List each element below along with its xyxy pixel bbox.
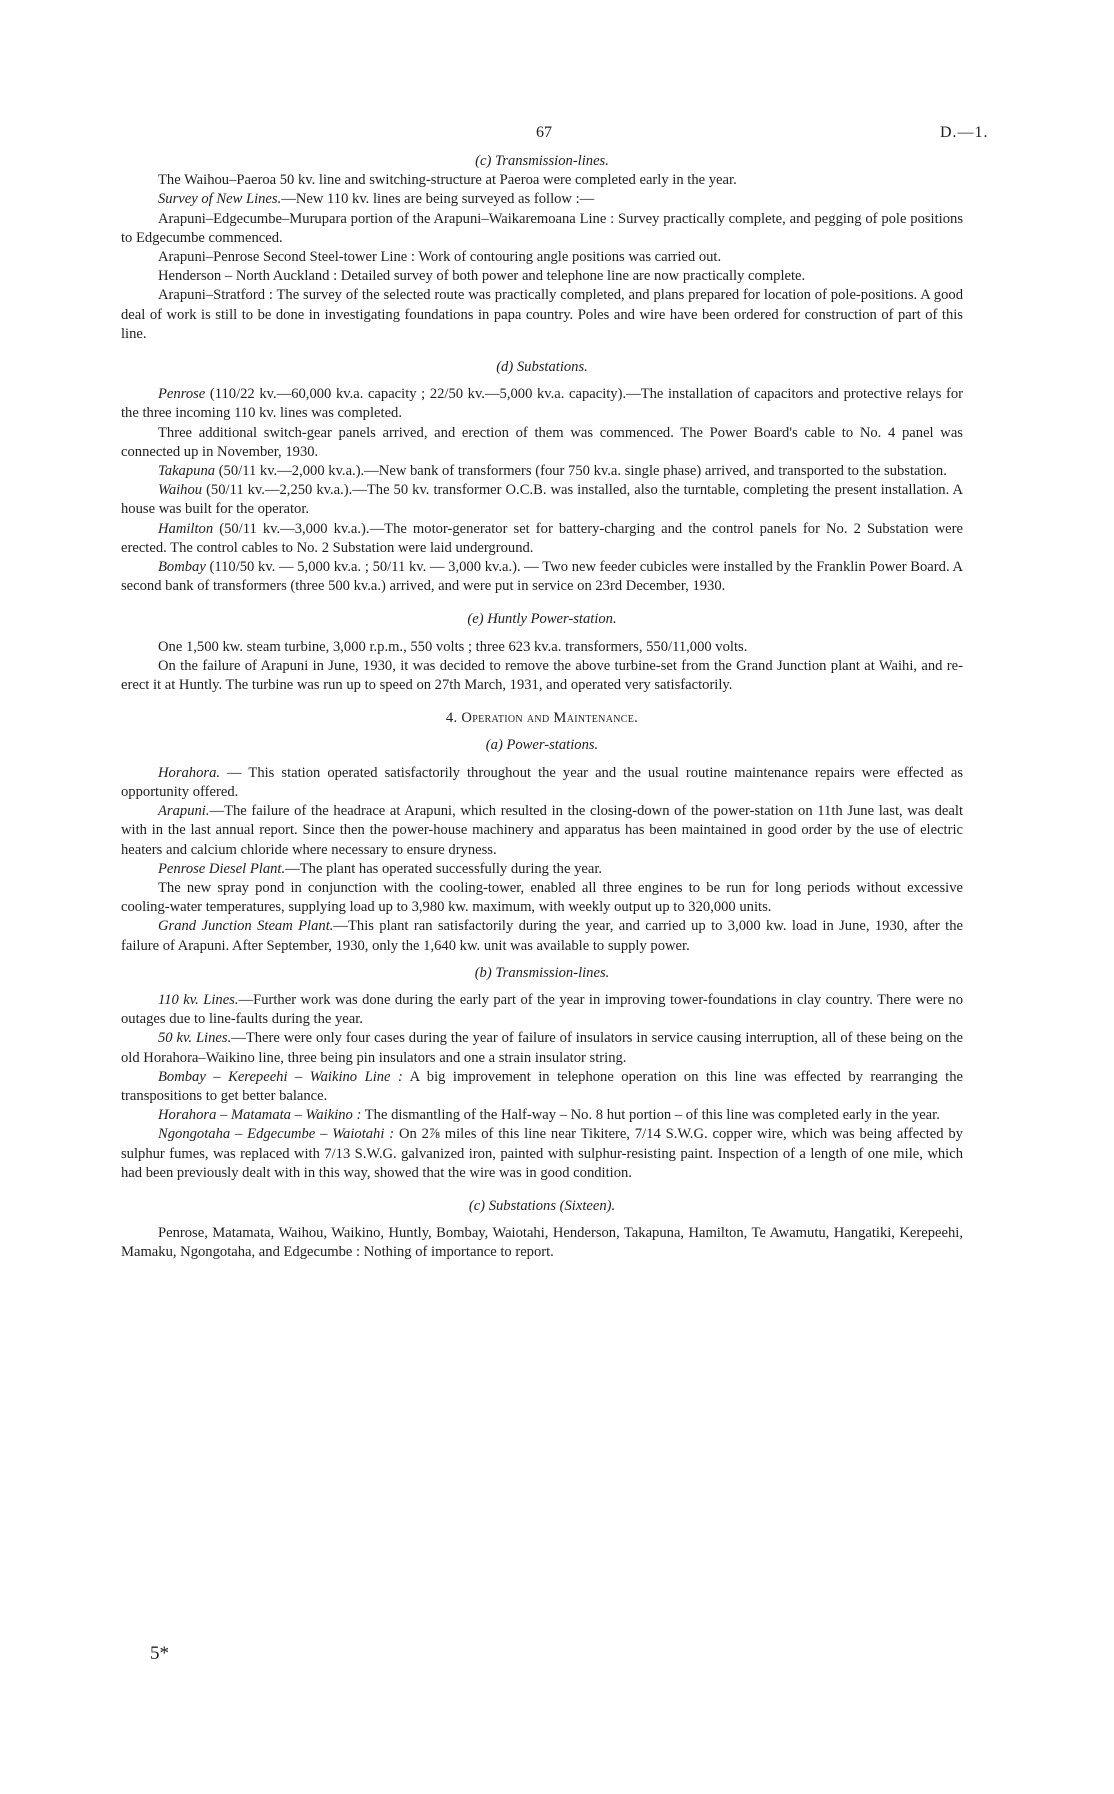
- paragraph: [121, 462, 963, 481]
- paragraph-text: On 2⅞ miles of this line near Tikitere, 7/14 S.W.G. copper wire, which was being affected by sulphur fumes, was replaced with 7/13 S.W.G. galvanized iron, painted with sulphur-resisting paint. Inspection of a length of one mile, which had been previously dealt with in this way, showed that the wire was in good condition.: [121, 1126, 963, 1181]
- paragraph: [121, 481, 963, 519]
- paragraph-text: —There were only four cases during the year of failure of insulators in service causing interruption, all of these being on the old Horahora–Waikino line, three being pin insulators and one a strain insulator string.: [121, 1030, 963, 1066]
- paragraph-text: — This station operated satisfactorily throughout the year and the usual routine maintenance repairs were effected as opportunity offered.: [121, 764, 963, 800]
- paragraph: [121, 385, 963, 423]
- paragraph-lead: Bombay – Kerepeehi – Waikino Line :: [158, 1068, 403, 1085]
- signature-mark: 5*: [150, 1643, 169, 1664]
- document-reference: D.—1.: [940, 124, 989, 141]
- paragraph-lead: Bombay: [158, 559, 206, 576]
- paragraph-text: —New 110 kv. lines are being surveyed as follow :—: [281, 191, 595, 208]
- paragraph: [121, 1029, 963, 1067]
- paragraph: [121, 1068, 963, 1106]
- paragraph-text: The dismantling of the Half-way – No. 8 hut portion – of this line was completed early in the year.: [361, 1107, 940, 1124]
- paragraph-text: A big improvement in telephone operation on this line was effected by rearranging the transpositions to get better balance.: [121, 1068, 963, 1104]
- paragraph-lead: Penrose Diesel Plant.: [158, 860, 286, 877]
- paragraph: One 1,500 kw. steam turbine, 3,000 r.p.m., 550 volts ; three 623 kv.a. transformers, 550/11,000 volts.: [158, 638, 748, 655]
- paragraph: On the failure of Arapuni in June, 1930, it was decided to remove the above turbine-set from the Grand Junction plant at Waihi, and re-erect it at Huntly. The turbine was run up to speed on 27th March, 1931, and operated very satisfactorily.: [121, 657, 963, 694]
- paragraph: [121, 917, 963, 955]
- paragraph: [121, 860, 963, 879]
- paragraph: The new spray pond in conjunction with the cooling-tower, enabled all three engines to be run for long periods without excessive cooling-water temperatures, supplying load up to 3,980 kw. maximum, with weekly output up to 320,000 units.: [121, 879, 963, 916]
- paragraph: The Waihou–Paeroa 50 kv. line and switching-structure at Paeroa were completed early in the year.: [158, 172, 737, 189]
- paragraph-text: —This plant ran satisfactorily during the year, and carried up to 3,000 kw. load in June, 1930, after the failure of Arapuni. After September, 1930, only the 1,640 kw. unit was available to supply power.: [121, 918, 964, 954]
- subsection-heading-power-stations: (a) Power-stations.: [485, 737, 599, 754]
- paragraph-lead: Arapuni.: [158, 803, 210, 820]
- subsection-heading-transmission-lines: (b) Transmission-lines.: [474, 964, 610, 981]
- paragraph-text: —The failure of the headrace at Arapuni, which resulted in the closing-down of the power-station on 11th June last, was dealt with in the last annual report. Since then the power-house machinery and apparatus has been maintained in good order by the use of electric heaters and calcium chloride where necessary to ensure dryness.: [121, 803, 963, 858]
- paragraph-text: —The plant has operated successfully during the year.: [285, 860, 603, 877]
- paragraph-lead: Hamilton: [158, 520, 214, 537]
- paragraph-text: —Further work was done during the early part of the year in improving tower-foundations in clay country. There were no outages due to line-faults during the year.: [121, 991, 963, 1028]
- paragraph: Henderson – North Auckland : Detailed survey of both power and telephone line are now practically complete.: [158, 268, 806, 285]
- paragraph: Arapuni–Edgecumbe–Murupara portion of the Arapuni–Waikaremoana Line : Survey practically complete, and pegging of pole positions to Edgecumbe commenced.: [121, 210, 963, 246]
- section-heading-operation: 4. Operation and Maintenance.: [445, 710, 639, 727]
- page-number: 67: [536, 124, 552, 141]
- paragraph: [121, 558, 963, 596]
- paragraph: [121, 802, 963, 860]
- paragraph-text: (50/11 kv.—3,000 kv.a.).—The motor-generator set for battery-charging and the control panels for No. 2 Substation were erected. The control cables to No. 2 Substation were laid underground.: [121, 520, 963, 556]
- paragraph: Three additional switch-gear panels arrived, and erection of them was commenced. The Power Board's cable to No. 4 panel was connected up in November, 1930.: [121, 424, 963, 460]
- paragraph: Arapuni–Stratford : The survey of the selected route was practically completed, and plans prepared for location of pole-positions. A good deal of work is still to be done in investigating foundations in papa country. Poles and wire have been ordered for construction of part of this line.: [121, 287, 963, 342]
- paragraph-text: (50/11 kv.—2,250 kv.a.).—The 50 kv. transformer O.C.B. was installed, also the turntable, completing the present installation. A house was built for the operator.: [121, 482, 963, 518]
- paragraph-text: (110/50 kv. — 5,000 kv.a. ; 50/11 kv. — 3,000 kv.a.). — Two new feeder cubicles were installed by the Franklin Power Board. A second bank of transformers (three 500 kv.a.) arrived, and were put in service on 23rd December, 1930.: [121, 559, 963, 595]
- paragraph: [121, 1125, 963, 1183]
- page-body: [121, 152, 963, 1263]
- paragraph: [121, 1106, 963, 1125]
- paragraph-lead: Waihou: [158, 482, 203, 499]
- paragraph-lead: Takapuna: [158, 463, 216, 480]
- paragraph-text: (110/22 kv.—60,000 kv.a. capacity ; 22/50 kv.—5,000 kv.a. capacity).—The installation of capacitors and protective relays for the three incoming 110 kv. lines was completed.: [121, 386, 963, 422]
- paragraph-lead: Ngongotaha – Edgecumbe – Waiotahi :: [158, 1126, 395, 1143]
- paragraph: [121, 190, 963, 209]
- paragraph-lead: Horahora – Matamata – Waikino :: [158, 1107, 362, 1124]
- section-heading-substations: (d) Substations.: [496, 359, 588, 376]
- paragraph-lead: Horahora.: [158, 764, 221, 781]
- section-heading-huntly: (e) Huntly Power-station.: [467, 611, 617, 628]
- paragraph: [121, 520, 963, 558]
- paragraph-lead: Grand Junction Steam Plant.: [158, 918, 334, 935]
- subsection-heading-substations-sixteen: (c) Substations (Sixteen).: [468, 1197, 616, 1214]
- paragraph: [121, 991, 963, 1029]
- paragraph-lead: Survey of New Lines.: [158, 191, 282, 208]
- paragraph: [121, 764, 963, 802]
- paragraph-lead: 110 kv. Lines.: [158, 991, 239, 1008]
- paragraph-lead: Penrose: [158, 386, 206, 403]
- paragraph: Penrose, Matamata, Waihou, Waikino, Huntly, Bombay, Waiotahi, Henderson, Takapuna, Hamilton, Te Awamutu, Hangatiki, Kerepeehi, Mamaku, Ngongotaha, and Edgecumbe : Nothing of importance to report.: [121, 1225, 963, 1261]
- paragraph-lead: 50 kv. Lines.: [158, 1030, 232, 1047]
- paragraph: Arapuni–Penrose Second Steel-tower Line : Work of contouring angle positions was carried out.: [158, 249, 722, 266]
- paragraph-text: (50/11 kv.—2,000 kv.a.).—New bank of transformers (four 750 kv.a. single phase) arrived, and transported to the substation.: [215, 463, 947, 480]
- section-heading-transmission: (c) Transmission-lines.: [475, 153, 609, 169]
